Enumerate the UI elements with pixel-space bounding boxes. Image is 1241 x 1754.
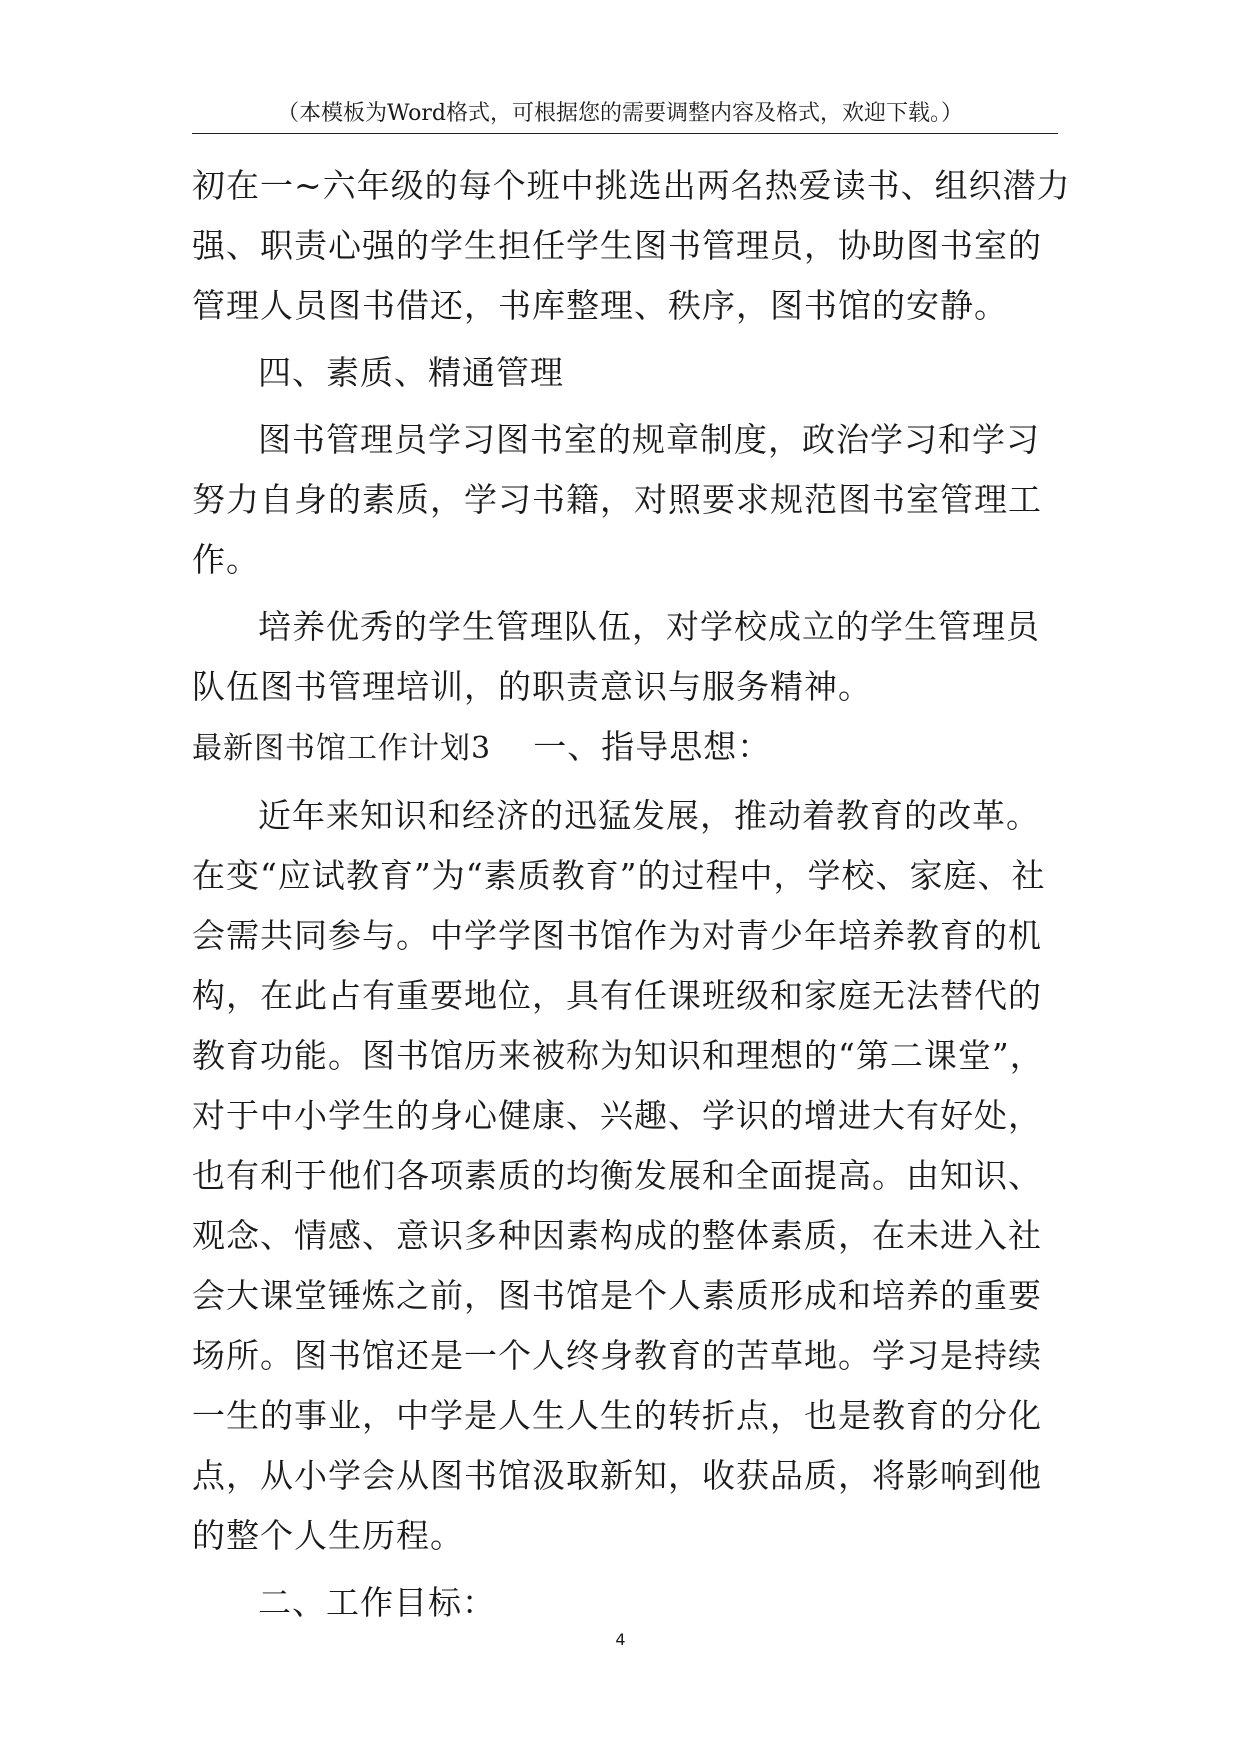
template-note: （本模板为Word格式，可根据您的需要调整内容及格式，欢迎下载。） [277, 101, 963, 126]
paragraph-librarian-study: 图书管理员学习图书室的规章制度，政治学习和学习努力自身的素质，学习书籍，对照要求规范图书室管理工作。 [192, 420, 1042, 579]
page-number: 4 [615, 1630, 626, 1649]
paragraph-student-team-training: 培养优秀的学生管理队伍，对学校成立的学生管理员队伍图书管理培训，的职责意识与服务精神。 [192, 607, 1040, 706]
heading-quality-management: 四、素质、精通管理 [258, 353, 564, 392]
paragraph-guiding-thought: 近年来知识和经济的迅猛发展，推动着教育的改革。在变“应试教育”为“素质教育”的过程中，学校、家庭、社会需共同参与。中学学图书馆作为对青少年培养教育的机构，在此占有重要地位，具有任课班级和家庭无法替代的教育功能。图书馆历来被称为知识和理想的“第二课堂”，对于中小学生的身心健康、兴趣、学识的增进大有好处，也有利于他们各项素质的均衡发展和全面提高。由知识、观念、情感、意识多种因素构成的整体素质，在未进入社会大课堂锤炼之前，图书馆是个人素质形成和培养的重要场所。图书馆还是一个人终身教育的苦草地。学习是持续一生的事业，中学是人生人生的转折点，也是教育的分化点，从小学会从图书馆汲取新知，收获品质，将影响到他的整个人生历程。 [192, 796, 1046, 1555]
section-subheading-guiding-thought: 一、指导思想： [533, 727, 772, 766]
paragraph-student-librarians: 初在一~六年级的每个班中挑选出两名热爱读书、组织潜力强、职责心强的学生担任学生图书管理员，协助图书室的管理人员图书借还，书库整理、秩序，图书馆的安静。 [192, 166, 1071, 325]
document-body [192, 156, 1072, 1633]
section-title: 最新图书馆工作计划3 [192, 731, 492, 766]
heading-work-goals: 二、工作目标： [258, 1583, 496, 1622]
section-heading-line [192, 717, 1072, 779]
header-divider [192, 133, 1058, 134]
